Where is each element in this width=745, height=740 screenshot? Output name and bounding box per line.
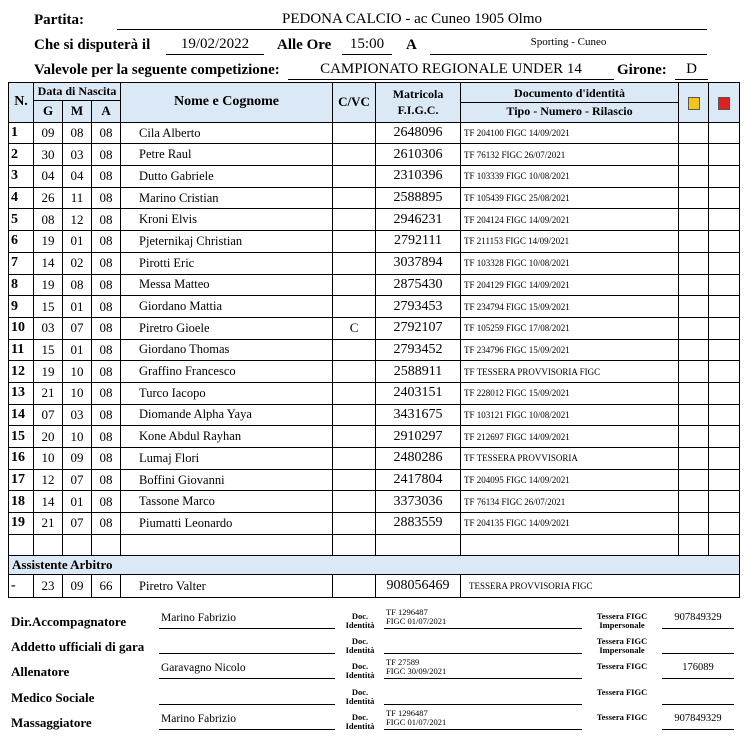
col-nome: Nome e Cognome (121, 83, 333, 123)
assistente-n: - (9, 575, 34, 598)
player-name: Dutto Gabriele (121, 166, 333, 188)
staff-doc-value (384, 633, 582, 654)
birth-day: 15 (34, 296, 63, 318)
birth-year: 08 (92, 339, 121, 361)
time-value: 15:00 (342, 36, 392, 55)
yellow-card-cell (679, 274, 709, 296)
player-row (9, 491, 740, 513)
birth-year: 08 (92, 513, 121, 535)
col-documento-line2: Tipo - Numero - Rilascio (506, 103, 633, 118)
birth-month: 10 (63, 361, 92, 383)
captain-mark (333, 296, 376, 318)
birth-month: 01 (63, 339, 92, 361)
staff-doc-line2: FIGC 30/09/2021 (386, 666, 447, 676)
player-row (9, 469, 740, 491)
birth-day: 14 (34, 491, 63, 513)
birth-month: 01 (63, 296, 92, 318)
staff-doc-line1: TF 27589 (386, 657, 420, 667)
red-card-cell (709, 231, 740, 253)
captain-mark (333, 513, 376, 535)
col-data-nascita: Data di Nascita (34, 83, 121, 101)
birth-year: 08 (92, 404, 121, 426)
id-document: TF 204129 FIGC 14/09/2021 (461, 274, 679, 296)
assistente-name: Piretro Valter (121, 575, 333, 598)
matricola: 2648096 (376, 122, 461, 144)
player-name: Kone Abdul Rayhan (121, 426, 333, 448)
staff-doc-line1: TF 1296487 (386, 708, 428, 718)
player-number: 3 (9, 166, 34, 188)
id-document: TF 211153 FIGC 14/09/2021 (461, 231, 679, 253)
col-documento-line1: Documento d'identità (461, 85, 678, 103)
staff-role: Medico Sociale (11, 690, 95, 705)
staff-row (11, 684, 739, 710)
birth-month: 07 (63, 317, 92, 339)
matricola: 3037894 (376, 252, 461, 274)
staff-role: Allenatore (11, 664, 70, 679)
doc-identita-label: Doc. Identità (345, 636, 375, 655)
player-number: 17 (9, 469, 34, 491)
birth-day: 08 (34, 209, 63, 231)
player-name: Pirotti Eric (121, 252, 333, 274)
captain-mark (333, 144, 376, 166)
staff-name (159, 637, 335, 654)
yellow-card-cell (679, 252, 709, 274)
birth-day: 12 (34, 469, 63, 491)
red-card-cell (709, 209, 740, 231)
birth-month: 11 (63, 187, 92, 209)
id-document: TF 204135 FIGC 14/09/2021 (461, 513, 679, 535)
yellow-card-cell (679, 144, 709, 166)
captain-mark (333, 252, 376, 274)
player-name: Cila Alberto (121, 122, 333, 144)
player-row (9, 448, 740, 470)
doc-identita-label: Doc. Identità (345, 611, 375, 630)
player-row (9, 187, 740, 209)
player-name: Turco Iacopo (121, 382, 333, 404)
tessera-value: 907849329 (662, 713, 734, 730)
birth-year: 08 (92, 469, 121, 491)
player-name: Marino Cristian (121, 187, 333, 209)
player-number: 13 (9, 382, 34, 404)
player-row (9, 122, 740, 144)
matricola: 2792111 (376, 231, 461, 253)
girone-label: Girone: (617, 62, 667, 78)
player-row (9, 144, 740, 166)
staff-doc-value (384, 684, 582, 705)
yellow-card-cell (679, 361, 709, 383)
assistente-cvc (333, 575, 376, 598)
staff-name: Garavagno Nicolo (159, 662, 335, 679)
id-document: TF 103339 FIGC 10/08/2021 (461, 166, 679, 188)
birth-month: 08 (63, 122, 92, 144)
matricola: 2588895 (376, 187, 461, 209)
birth-day: 10 (34, 448, 63, 470)
birth-month: 07 (63, 469, 92, 491)
doc-identita-label: Doc. Identità (345, 712, 375, 731)
matricola: 2793452 (376, 339, 461, 361)
col-m: M (63, 101, 92, 123)
ore-label: Alle Ore (277, 37, 332, 53)
matricola: 2610306 (376, 144, 461, 166)
player-name: Boffini Giovanni (121, 469, 333, 491)
venue-value: Sporting - Cuneo (430, 36, 707, 55)
player-row (9, 361, 740, 383)
matricola: 2480286 (376, 448, 461, 470)
birth-day: 09 (34, 122, 63, 144)
matricola: 2875430 (376, 274, 461, 296)
birth-month: 07 (63, 513, 92, 535)
col-matricola-line2: F.I.G.C. (397, 103, 439, 118)
player-number: 2 (9, 144, 34, 166)
yellow-card-icon (688, 97, 700, 110)
red-card-cell (709, 426, 740, 448)
id-document: TF 105439 FIGC 25/08/2021 (461, 187, 679, 209)
birth-year: 08 (92, 209, 121, 231)
yellow-card-cell (679, 122, 709, 144)
birth-month: 03 (63, 404, 92, 426)
birth-day: 26 (34, 187, 63, 209)
red-card-cell (709, 382, 740, 404)
col-matricola-line1: Matricola (392, 87, 444, 102)
yellow-card-cell (679, 426, 709, 448)
birth-day: 19 (34, 231, 63, 253)
birth-year: 08 (92, 144, 121, 166)
partita-value: PEDONA CALCIO - ac Cuneo 1905 Olmo (117, 11, 707, 30)
birth-day: 15 (34, 339, 63, 361)
id-document: TF TESSERA PROVVISORIA (461, 448, 679, 470)
player-name: Giordano Thomas (121, 339, 333, 361)
id-document: TF 76134 FIGC 26/07/2021 (461, 491, 679, 513)
player-row (9, 252, 740, 274)
birth-year: 08 (92, 361, 121, 383)
yellow-card-cell (679, 382, 709, 404)
staff-role: Addetto ufficiali di gara (11, 639, 145, 654)
col-g: G (34, 101, 63, 123)
birth-year: 08 (92, 448, 121, 470)
red-card-cell (709, 491, 740, 513)
player-number: 6 (9, 231, 34, 253)
staff-name: Marino Fabrizio (159, 713, 335, 730)
captain-mark (333, 122, 376, 144)
matricola: 2883559 (376, 513, 461, 535)
matricola: 3431675 (376, 404, 461, 426)
id-document: TF 204100 FIGC 14/09/2021 (461, 122, 679, 144)
tessera-value: 907849329 (662, 612, 734, 629)
red-card-cell (709, 122, 740, 144)
staff-role: Dir.Accompagnatore (11, 614, 127, 629)
captain-mark (333, 361, 376, 383)
col-n: N. (9, 83, 34, 123)
tessera-value (662, 637, 734, 654)
red-card-cell (709, 404, 740, 426)
player-name: Messa Matteo (121, 274, 333, 296)
a-label: A (406, 37, 417, 53)
birth-year: 08 (92, 166, 121, 188)
staff-row (11, 658, 739, 684)
player-row (9, 382, 740, 404)
player-name: Pjeternikaj Christian (121, 231, 333, 253)
id-document: TF 103328 FIGC 10/08/2021 (461, 252, 679, 274)
birth-year: 08 (92, 252, 121, 274)
player-number: 8 (9, 274, 34, 296)
birth-year: 08 (92, 426, 121, 448)
player-number: 7 (9, 252, 34, 274)
birth-day: 21 (34, 382, 63, 404)
id-document: TF 234794 FIGC 15/09/2021 (461, 296, 679, 318)
assistente-g: 23 (34, 575, 63, 598)
yellow-card-cell (679, 513, 709, 535)
birth-month: 10 (63, 382, 92, 404)
birth-year: 08 (92, 122, 121, 144)
yellow-card-cell (679, 209, 709, 231)
captain-mark (333, 209, 376, 231)
player-row (9, 274, 740, 296)
player-number: 18 (9, 491, 34, 513)
birth-year: 08 (92, 382, 121, 404)
assistente-matricola: 908056469 (376, 575, 461, 598)
player-row (9, 404, 740, 426)
red-card-cell (709, 448, 740, 470)
birth-day: 07 (34, 404, 63, 426)
partita-label: Partita: (34, 12, 84, 28)
id-document: TF 234796 FIGC 15/09/2021 (461, 339, 679, 361)
staff-row (11, 633, 739, 659)
assistente-section-label: Assistente Arbitro (9, 556, 740, 575)
staff-row (11, 709, 739, 735)
player-name: Giordano Mattia (121, 296, 333, 318)
player-row (9, 231, 740, 253)
tessera-value (662, 688, 734, 705)
yellow-card-cell (679, 187, 709, 209)
staff-doc-value (384, 658, 582, 679)
birth-year: 08 (92, 491, 121, 513)
captain-mark (333, 166, 376, 188)
birth-month: 03 (63, 144, 92, 166)
id-document: TF 228012 FIGC 15/09/2021 (461, 382, 679, 404)
captain-mark (333, 274, 376, 296)
roster-table (8, 82, 740, 598)
birth-year: 08 (92, 187, 121, 209)
player-number: 12 (9, 361, 34, 383)
birth-day: 19 (34, 361, 63, 383)
staff-role: Massaggiatore (11, 715, 92, 730)
matricola: 2403151 (376, 382, 461, 404)
captain-mark: C (333, 317, 376, 339)
birth-month: 04 (63, 166, 92, 188)
player-row (9, 166, 740, 188)
red-card-cell (709, 187, 740, 209)
doc-identita-label: Doc. Identità (345, 687, 375, 706)
captain-mark (333, 382, 376, 404)
empty-row (9, 534, 740, 556)
captain-mark (333, 187, 376, 209)
player-number: 10 (9, 317, 34, 339)
matricola: 2910297 (376, 426, 461, 448)
matricola: 2946231 (376, 209, 461, 231)
player-row (9, 296, 740, 318)
player-name: Petre Raul (121, 144, 333, 166)
birth-month: 10 (63, 426, 92, 448)
matricola: 2588911 (376, 361, 461, 383)
yellow-card-cell (679, 339, 709, 361)
id-document: TF 212697 FIGC 14/09/2021 (461, 426, 679, 448)
id-document: TF 204124 FIGC 14/09/2021 (461, 209, 679, 231)
staff-doc-value (384, 608, 582, 629)
id-document: TF 105259 FIGC 17/08/2021 (461, 317, 679, 339)
id-document: TF 103121 FIGC 10/08/2021 (461, 404, 679, 426)
red-card-cell (709, 296, 740, 318)
birth-month: 01 (63, 231, 92, 253)
tessera-label: Tessera FIGC Impersonale (596, 636, 648, 655)
red-card-cell (709, 513, 740, 535)
player-row (9, 317, 740, 339)
birth-day: 03 (34, 317, 63, 339)
birth-month: 08 (63, 274, 92, 296)
id-document: TF 204095 FIGC 14/09/2021 (461, 469, 679, 491)
col-red (709, 83, 740, 123)
tessera-label: Tessera FIGC Impersonale (596, 611, 648, 630)
staff-name: Marino Fabrizio (159, 612, 335, 629)
yellow-card-cell (679, 166, 709, 188)
player-name: Piumatti Leonardo (121, 513, 333, 535)
red-card-icon (718, 97, 730, 110)
col-a: A (92, 101, 121, 123)
red-card-cell (709, 144, 740, 166)
assistente-m: 09 (63, 575, 92, 598)
birth-year: 08 (92, 231, 121, 253)
captain-mark (333, 469, 376, 491)
birth-month: 09 (63, 448, 92, 470)
player-number: 11 (9, 339, 34, 361)
tessera-value: 176089 (662, 662, 734, 679)
player-number: 16 (9, 448, 34, 470)
yellow-card-cell (679, 404, 709, 426)
birth-day: 21 (34, 513, 63, 535)
red-card-cell (709, 166, 740, 188)
player-number: 14 (9, 404, 34, 426)
doc-identita-label: Doc. Identità (345, 661, 375, 680)
competizione-value: CAMPIONATO REGIONALE UNDER 14 (288, 61, 614, 80)
player-row (9, 513, 740, 535)
captain-mark (333, 448, 376, 470)
yellow-card-cell (679, 231, 709, 253)
captain-mark (333, 339, 376, 361)
staff-doc-line1: TF 1296487 (386, 607, 428, 617)
col-documento (461, 83, 679, 123)
birth-day: 20 (34, 426, 63, 448)
matricola: 3373036 (376, 491, 461, 513)
player-number: 19 (9, 513, 34, 535)
assistente-a: 66 (92, 575, 121, 598)
matricola: 2310396 (376, 166, 461, 188)
player-name: Tassone Marco (121, 491, 333, 513)
id-document: TF TESSERA PROVVISORIA FIGC (461, 361, 679, 383)
yellow-card-cell (679, 469, 709, 491)
birth-year: 08 (92, 317, 121, 339)
birth-year: 08 (92, 296, 121, 318)
player-number: 15 (9, 426, 34, 448)
player-name: Kroni Elvis (121, 209, 333, 231)
tessera-label: Tessera FIGC (596, 661, 648, 671)
matricola: 2792107 (376, 317, 461, 339)
birth-month: 02 (63, 252, 92, 274)
birth-day: 04 (34, 166, 63, 188)
yellow-card-cell (679, 317, 709, 339)
girone-value: D (675, 61, 708, 80)
staff-row (11, 608, 739, 634)
player-number: 9 (9, 296, 34, 318)
captain-mark (333, 491, 376, 513)
yellow-card-cell (679, 296, 709, 318)
player-name: Lumaj Flori (121, 448, 333, 470)
player-row (9, 426, 740, 448)
red-card-cell (709, 361, 740, 383)
birth-month: 01 (63, 491, 92, 513)
staff-doc-value (384, 709, 582, 730)
red-card-cell (709, 339, 740, 361)
birth-day: 19 (34, 274, 63, 296)
player-number: 5 (9, 209, 34, 231)
col-yellow (679, 83, 709, 123)
player-name: Diomande Alpha Yaya (121, 404, 333, 426)
matricola: 2793453 (376, 296, 461, 318)
red-card-cell (709, 274, 740, 296)
staff-doc-line2: FIGC 01/07/2021 (386, 616, 447, 626)
id-document: TF 76132 FIGC 26/07/2021 (461, 144, 679, 166)
player-row (9, 209, 740, 231)
tessera-label: Tessera FIGC (596, 712, 648, 722)
captain-mark (333, 426, 376, 448)
birth-day: 30 (34, 144, 63, 166)
yellow-card-cell (679, 491, 709, 513)
birth-day: 14 (34, 252, 63, 274)
matricola: 2417804 (376, 469, 461, 491)
competizione-label: Valevole per la seguente competizione: (34, 62, 280, 78)
captain-mark (333, 404, 376, 426)
disputera-label: Che si disputerà il (34, 37, 151, 53)
birth-year: 08 (92, 274, 121, 296)
tessera-label: Tessera FIGC (596, 687, 648, 697)
red-card-cell (709, 252, 740, 274)
yellow-card-cell (679, 448, 709, 470)
col-matricola (376, 83, 461, 123)
captain-mark (333, 231, 376, 253)
date-value: 19/02/2022 (166, 36, 264, 55)
assistente-row (9, 575, 740, 598)
red-card-cell (709, 317, 740, 339)
player-row (9, 339, 740, 361)
birth-month: 12 (63, 209, 92, 231)
col-cvc: C/VC (333, 83, 376, 123)
red-card-cell (709, 469, 740, 491)
player-name: Graffino Francesco (121, 361, 333, 383)
player-number: 4 (9, 187, 34, 209)
player-name: Piretro Gioele (121, 317, 333, 339)
assistente-doc: TESSERA PROVVISORIA FIGC (461, 575, 740, 598)
staff-name (159, 688, 335, 705)
staff-doc-line2: FIGC 01/07/2021 (386, 717, 447, 727)
player-number: 1 (9, 122, 34, 144)
